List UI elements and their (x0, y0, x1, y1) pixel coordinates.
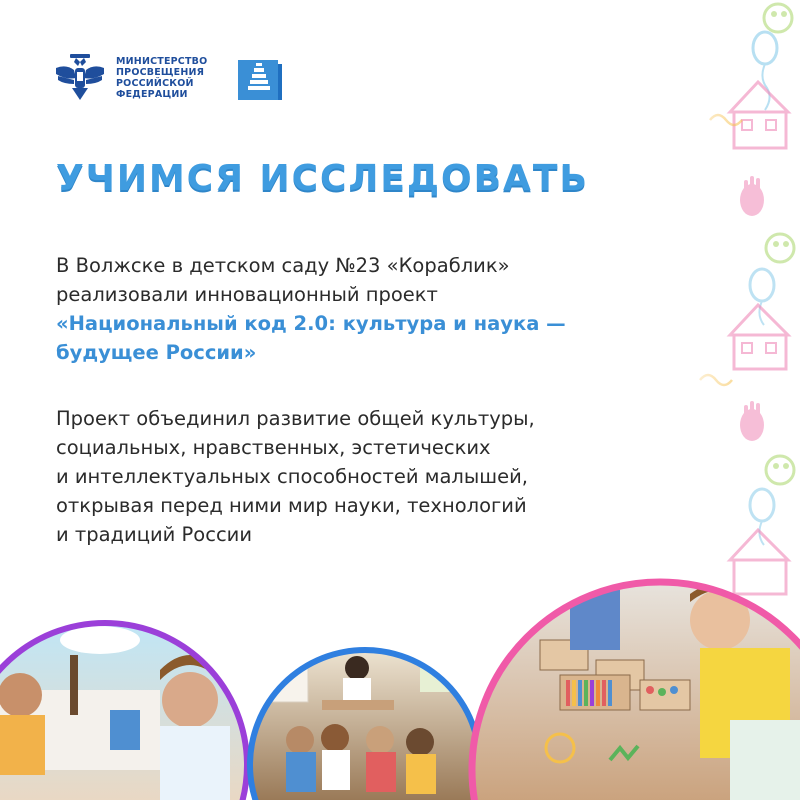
ministry-line: МИНИСТЕРСТВО (116, 56, 208, 67)
ministry-line: ФЕДЕРАЦИИ (116, 89, 188, 100)
intro-line: реализовали инновационный проект (56, 283, 438, 306)
ministry-name (116, 56, 236, 100)
ministry-line: ПРОСВЕЩЕНИЯ (116, 67, 205, 78)
project-name-line: будущее России» (56, 341, 257, 364)
photo-children-learning-materials (470, 564, 800, 800)
project-description (56, 404, 696, 549)
intro-line: В Волжске в детском саду №23 «Кораблик» (56, 254, 510, 277)
photo-classroom (240, 640, 490, 800)
page-title: УЧИМСЯ ИССЛЕДОВАТЬ (56, 158, 589, 199)
project-name-line: «Национальный код 2.0: культура и наука — (56, 312, 566, 335)
double-headed-eagle-emblem (52, 54, 108, 104)
photo-collage (0, 560, 800, 800)
stacked-books-logo (236, 56, 284, 102)
description-line: и интеллектуальных способностей малышей, (56, 465, 528, 488)
description-line: открывая перед ними мир науки, технологий (56, 494, 527, 517)
intro-text (56, 251, 696, 367)
photo-children-crafts (0, 620, 260, 800)
ministry-line: РОССИЙСКОЙ (116, 78, 194, 89)
description-line: Проект объединил развитие общей культуры, (56, 407, 535, 430)
description-line: социальных, нравственных, эстетических (56, 436, 491, 459)
description-line: и традиций России (56, 523, 253, 546)
